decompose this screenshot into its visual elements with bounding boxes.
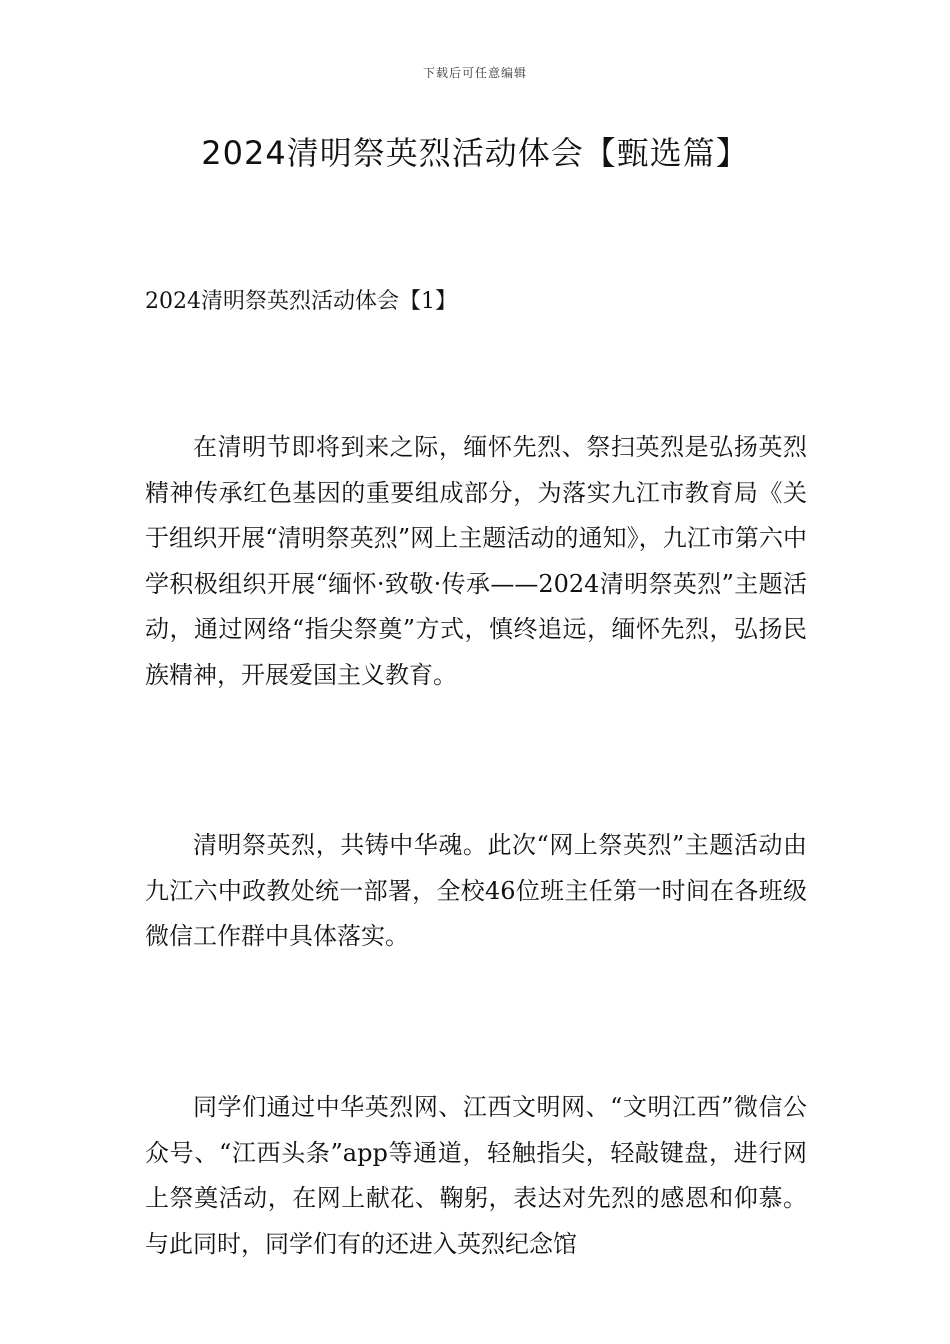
document-title: 2024清明祭英烈活动体会【甄选篇】 bbox=[201, 134, 749, 172]
body-paragraph-3: 同学们通过中华英烈网、江西文明网、“文明江西”微信公众号、“江西头条”app等通道，轻触指尖，轻敲键盘，进行网上祭奠活动，在网上献花、鞠躬，表达对先烈的感恩和仰慕。与此同时，同学们有的还进入英烈纪念馆 bbox=[145, 1093, 807, 1258]
body-paragraph-1: 在清明节即将到来之际，缅怀先烈、祭扫英烈是弘扬英烈精神传承红色基因的重要组成部分，为落实九江市教育局《关于组织开展“清明祭英烈”网上主题活动的通知》，九江市第六中学积极组织开展“缅怀·致敬·传承——2024清明祭英烈”主题活动，通过网络“指尖祭奠”方式，慎终追远，缅怀先烈，弘扬民族精神，开展爱国主义教育。 bbox=[145, 433, 807, 689]
header-note: 下载后可任意编辑 bbox=[422, 66, 527, 80]
body-paragraph-2: 清明祭英烈，共铸中华魂。此次“网上祭英烈”主题活动由九江六中政教处统一部署，全校46位班主任第一时间在各班级微信工作群中具体落实。 bbox=[145, 831, 807, 950]
section-heading: 2024清明祭英烈活动体会【1】 bbox=[145, 289, 457, 314]
